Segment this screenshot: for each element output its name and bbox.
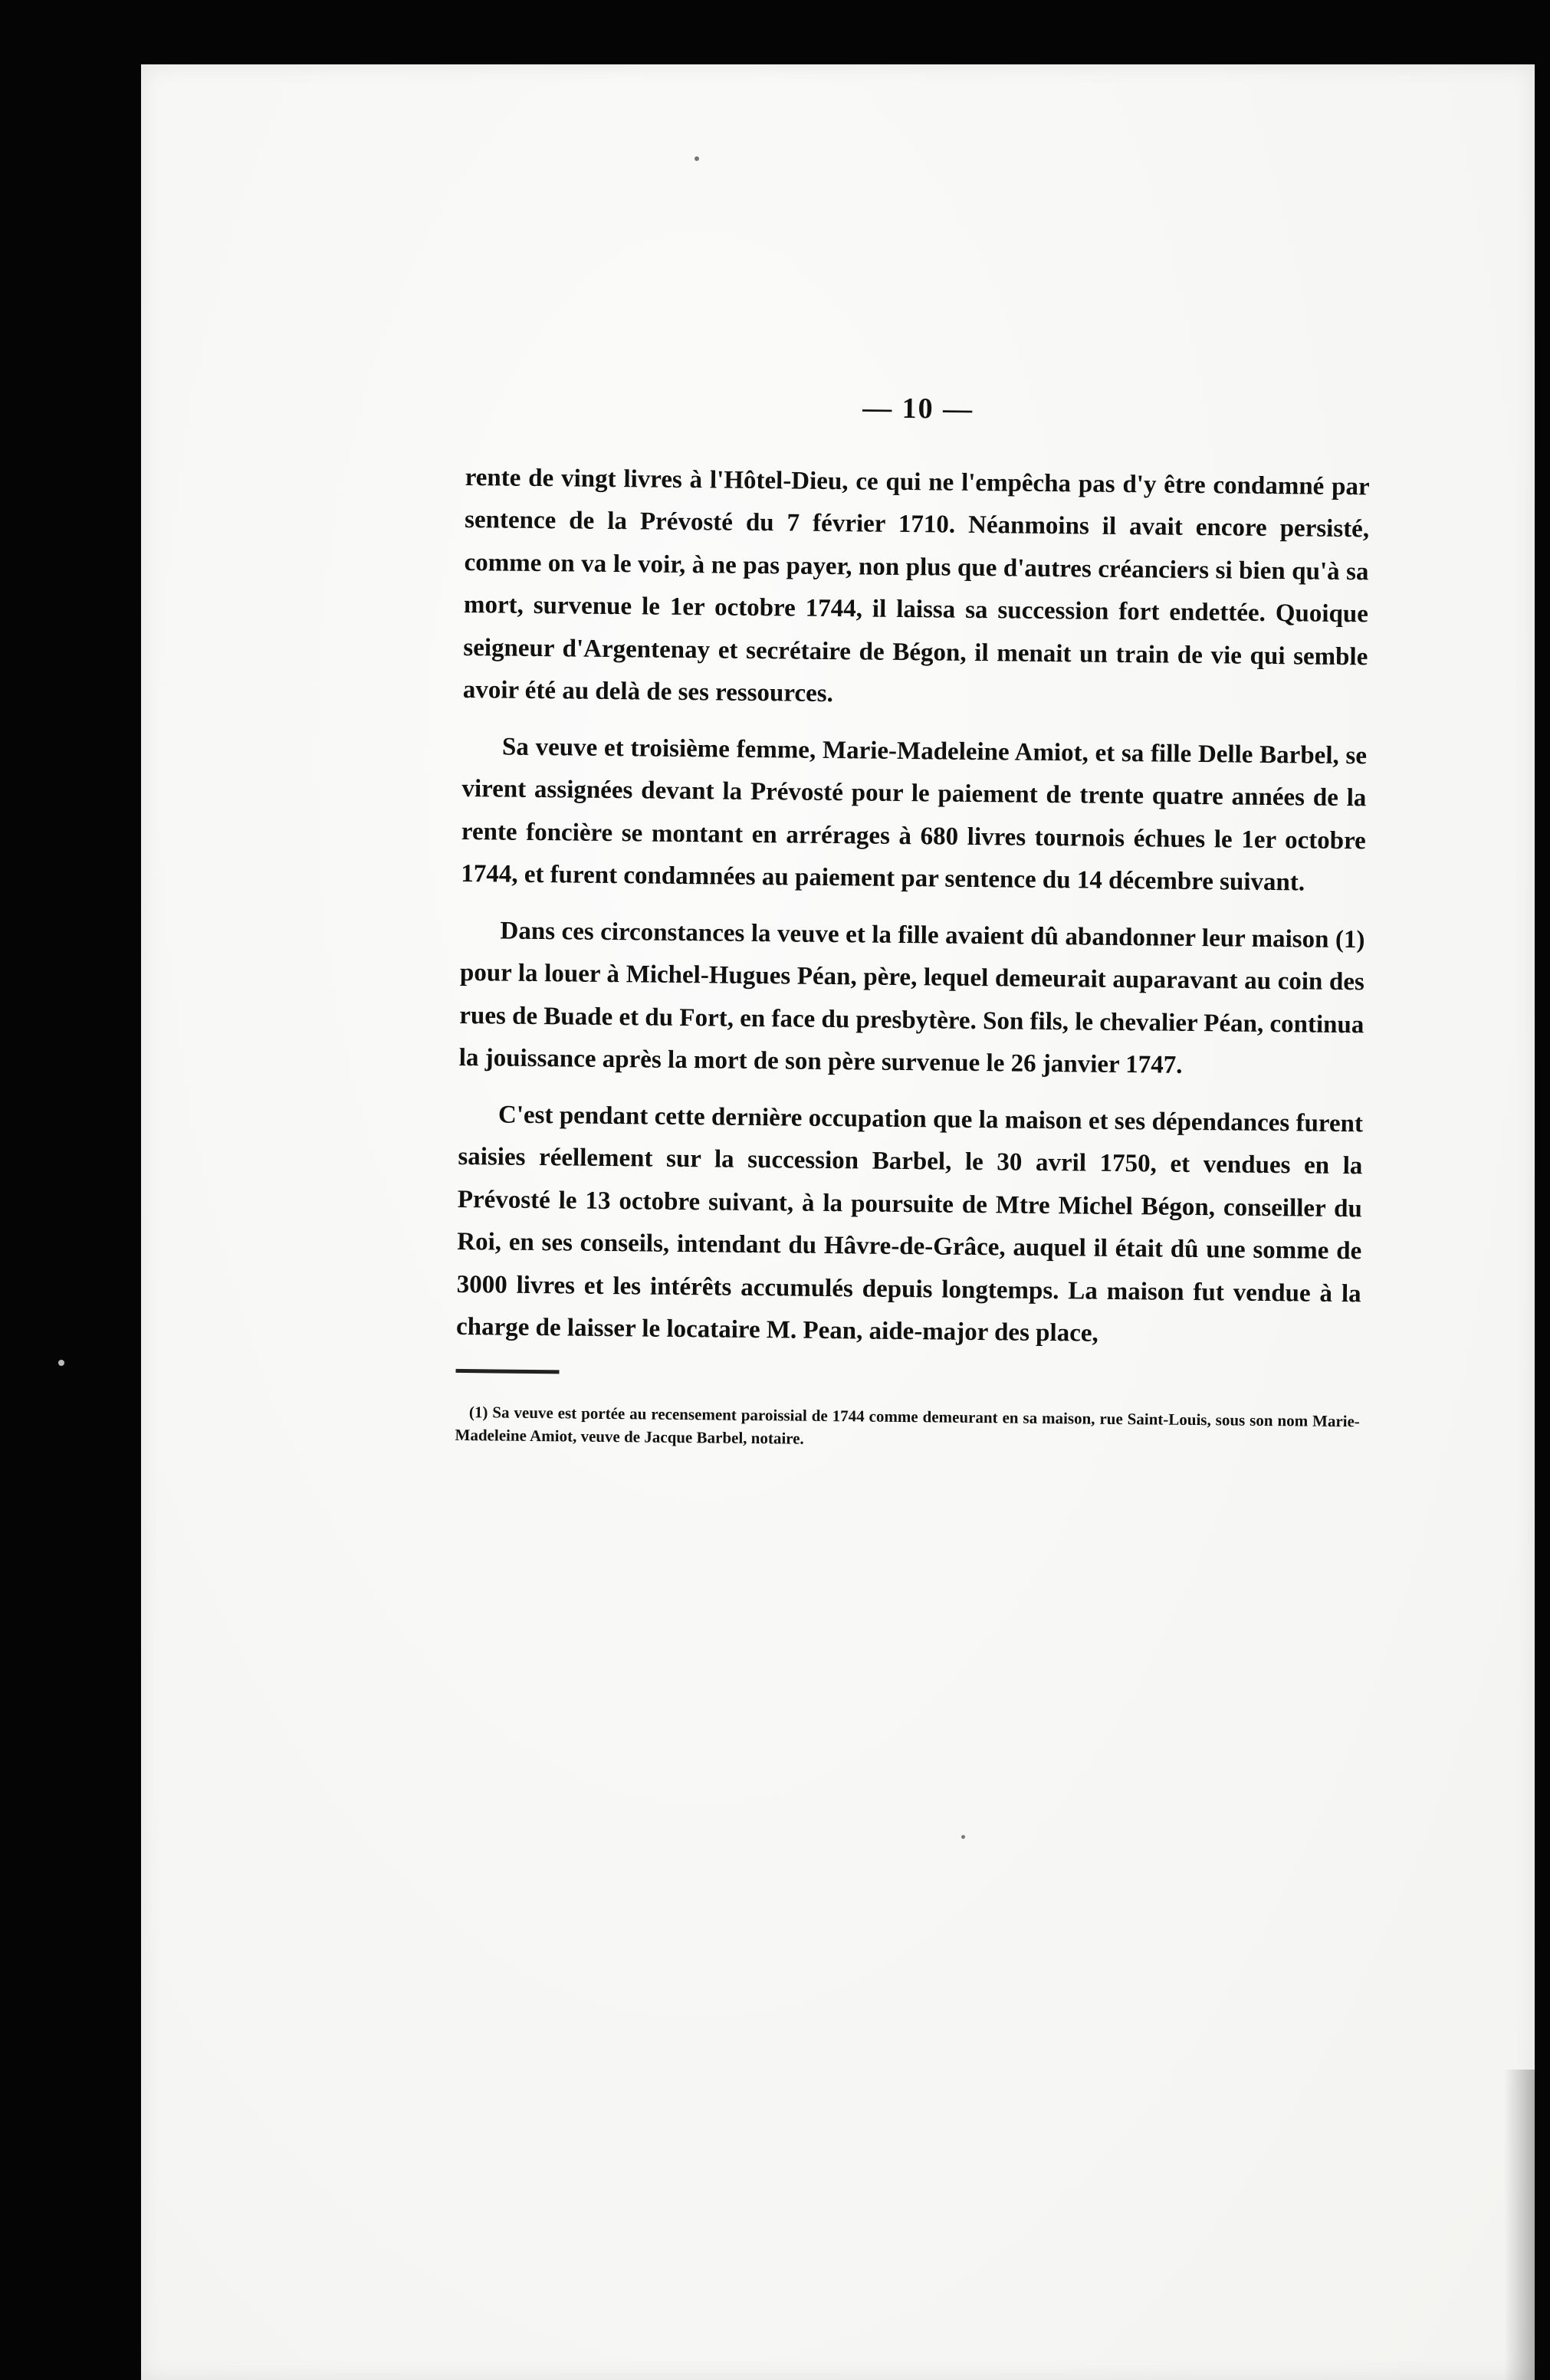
paragraph-3: Dans ces circonstances la veuve et la fille avaient dû abandonner leur maison (1) pour la louer à Michel-Hugues Péan, père, lequel demeurait auparavant au coin des rues de Buade et du Fort, en face du presbytère. Son fils, le chevalier Péan, continua la jouissance après la mort de son père survenue le 26 janvier 1747. [458,917,1365,1079]
scan-speck [58,1360,64,1366]
page-text [455,383,1370,1456]
page-number: — 10 — [862,392,974,425]
paragraph-4: C'est pendant cette dernière occupation que la maison et ses dépendances furent saisies réellement sur la succession Barbel, le 30 avril 1750, et vendues en la Prévosté le 13 octobre suivant, à la poursuite de Mtre Michel Bégon, conseiller du Roi, en ses conseils, intendant du Hâvre-de-Grâce, auquel il était dû une somme de 3000 livres et les intérêts accumulés depuis longtemps. La maison fut vendue à la charge de laisser le locataire M. Pean, aide-major des place, [455,1100,1364,1348]
footnote: (1) Sa veuve est portée au recensement paroissial de 1744 comme demeurant en sa maison, rue Saint-Louis, sous son nom Marie-Madeleine Amiot, veuve de Jacque Barbel, notaire. [455,1402,1361,1448]
paragraph-1: rente de vingt livres à l'Hôtel-Dieu, ce qui ne l'empêcha pas d'y être condamné par sentence de la Prévosté du 7 février 1710. Néanmoins il avait encore persisté, comme on va le voir, à ne pas payer, non plus que d'autres créanciers si bien qu'à sa mort, survenue le 1er octobre 1744, il laissa sa succession fort endettée. Quoique seigneur d'Argentenay et secrétaire de Bégon, il menait un train de vie qui semble avoir été au delà de ses ressources. [462,463,1370,708]
page-edge-shadow [1504,2070,1535,2380]
scan-speck [695,156,699,161]
paragraph-2: Sa veuve et troisième femme, Marie-Madeleine Amiot, et sa fille Delle Barbel, se virent assignées devant la Prévosté pour le paiement de trente quatre années de la rente foncière se montant en arrérages à 680 livres tournois échues le 1er octobre 1744, et furent condamnées au paiement par sentence du 14 décembre suivant. [461,733,1368,897]
scan-speck [961,1835,965,1839]
footnote-divider [455,1368,559,1373]
